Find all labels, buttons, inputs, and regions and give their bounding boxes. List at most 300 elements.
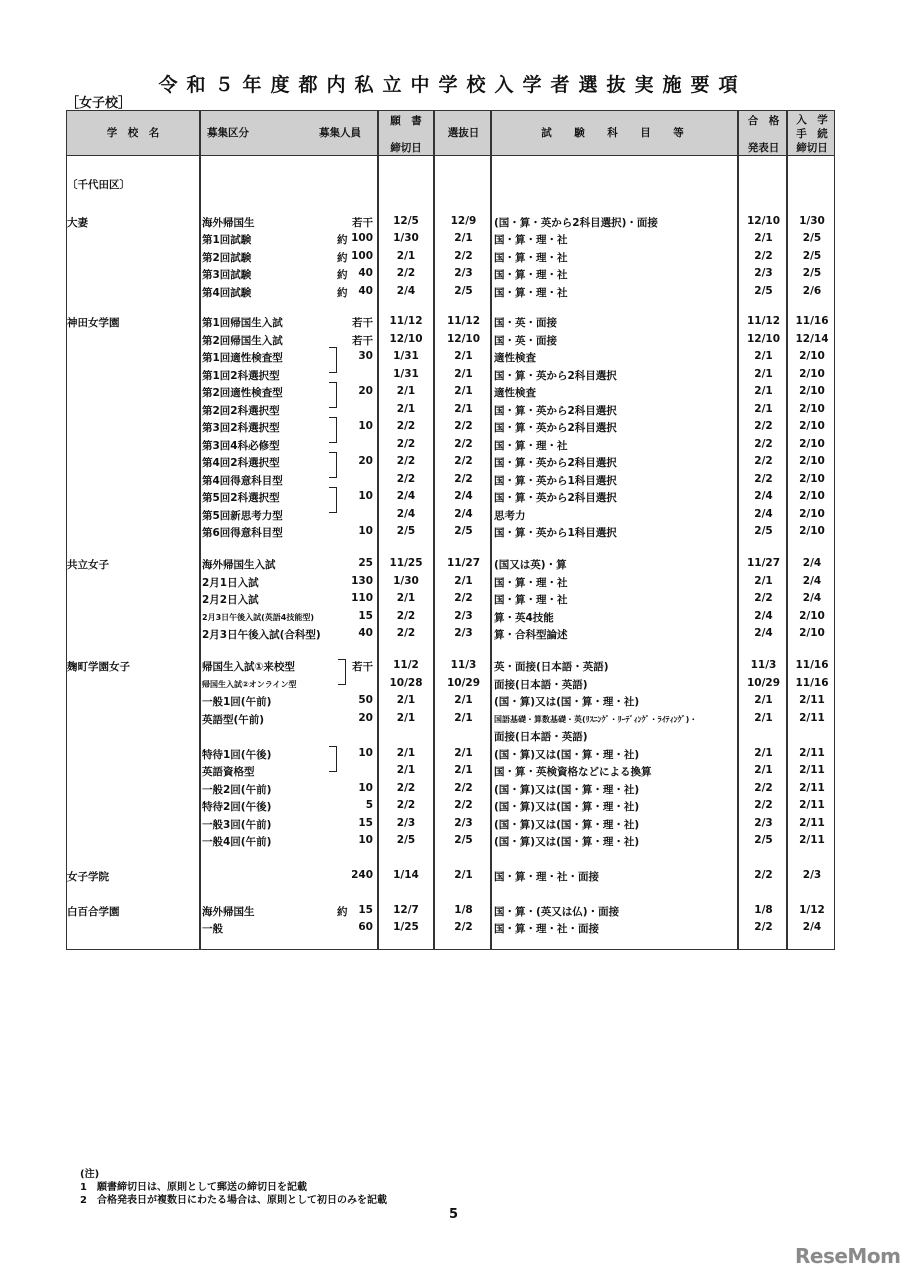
recruit-category: 一般1回(午前) <box>202 696 272 708</box>
exam-date: 2/1 <box>454 350 473 362</box>
application-deadline: 2/2 <box>396 473 416 485</box>
table-row <box>67 692 834 710</box>
exam-date: 11/27 <box>446 557 481 569</box>
table-row <box>67 745 834 763</box>
application-deadline: 2/1 <box>396 403 416 415</box>
footnotes <box>80 1168 387 1207</box>
exam-subjects: 国・算・理・社 <box>494 440 568 452</box>
enrollment-deadline: 2/10 <box>799 420 825 432</box>
exam-date: 2/5 <box>454 285 473 297</box>
announcement-date: 2/2 <box>754 869 773 881</box>
announcement-date: 2/1 <box>754 747 773 759</box>
header-announce-top: 合 格 <box>747 115 780 127</box>
application-deadline: 12/5 <box>393 215 419 227</box>
application-deadline: 1/31 <box>393 350 419 362</box>
approx-marker: 約 <box>337 269 348 281</box>
capacity: 20 <box>358 712 373 724</box>
application-deadline: 1/30 <box>393 575 419 587</box>
recruit-category: 第2回試験 <box>202 252 252 264</box>
exam-subjects: 英・面接(日本語・英語) <box>494 661 609 673</box>
recruit-category: 第4回試験 <box>202 287 252 299</box>
enrollment-deadline: 2/11 <box>799 694 825 706</box>
exam-date: 2/2 <box>454 455 473 467</box>
capacity: 25 <box>358 557 373 569</box>
enrollment-deadline: 2/4 <box>802 921 822 933</box>
application-deadline: 2/2 <box>396 782 416 794</box>
table-header <box>67 111 834 156</box>
announcement-date: 2/4 <box>754 610 773 622</box>
exam-date: 2/2 <box>454 420 473 432</box>
enrollment-deadline: 2/4 <box>802 575 822 587</box>
exam-date: 2/1 <box>454 403 473 415</box>
application-deadline: 2/4 <box>396 508 416 520</box>
capacity: 100 <box>351 232 373 244</box>
header-school: 学 校 名 <box>106 127 160 139</box>
exam-date: 2/1 <box>454 232 473 244</box>
application-deadline: 2/4 <box>396 285 416 297</box>
enrollment-deadline: 2/10 <box>799 403 825 415</box>
admissions-table <box>66 110 835 950</box>
table-row <box>67 213 834 231</box>
table-row <box>67 762 834 780</box>
announcement-date: 2/2 <box>754 438 773 450</box>
exam-subjects: (国・算)又は(国・算・理・社) <box>494 819 640 831</box>
capacity: 50 <box>358 694 373 706</box>
recruit-category: 第1回帰国生入試 <box>202 317 283 329</box>
exam-subjects: (国・算)又は(国・算・理・社) <box>494 696 640 708</box>
application-deadline: 12/10 <box>389 333 423 345</box>
enrollment-deadline: 2/11 <box>799 782 825 794</box>
exam-date: 2/1 <box>454 368 473 380</box>
table-row <box>67 780 834 798</box>
exam-subjects: 適性検査 <box>494 387 536 399</box>
table-row <box>67 401 834 419</box>
recruit-category: 英語資格型 <box>202 766 255 778</box>
capacity: 10 <box>358 747 373 759</box>
header-enroll-3: 締切日 <box>796 142 828 154</box>
application-deadline: 2/1 <box>396 764 416 776</box>
footnote-item: 2 合格発表日が複数日にわたる場合は、原則として初日のみを記載 <box>80 1195 387 1206</box>
enrollment-deadline: 11/16 <box>795 677 829 689</box>
exam-subjects: (国・算)又は(国・算・理・社) <box>494 836 640 848</box>
enrollment-deadline: 11/16 <box>795 315 829 327</box>
school-name: 大妻 <box>67 217 88 229</box>
table-row <box>67 657 834 675</box>
exam-subjects: 国・算・理・社 <box>494 577 568 589</box>
group-bracket <box>329 347 337 373</box>
table-row <box>67 366 834 384</box>
recruit-category: 2月3日午後入試(合科型) <box>202 629 321 641</box>
recruit-category: 一般4回(午前) <box>202 836 272 848</box>
announcement-date: 2/5 <box>754 834 773 846</box>
application-deadline: 2/1 <box>396 712 416 724</box>
exam-subjects: 国・算・英から2科目選択 <box>494 422 617 434</box>
announcement-date: 2/2 <box>754 592 773 604</box>
table-row <box>67 919 834 937</box>
exam-date: 2/2 <box>454 473 473 485</box>
exam-subjects: 国・算・英から2科目選択 <box>494 457 617 469</box>
exam-date: 2/2 <box>454 921 473 933</box>
exam-date: 2/2 <box>454 782 473 794</box>
announcement-date: 2/1 <box>754 694 773 706</box>
recruit-category: 海外帰国生 <box>202 217 255 229</box>
application-deadline: 2/2 <box>396 438 416 450</box>
enrollment-deadline: 11/16 <box>795 659 829 671</box>
enrollment-deadline: 2/10 <box>799 525 825 537</box>
exam-date: 1/8 <box>454 904 473 916</box>
exam-subjects: 国・算・理・社 <box>494 287 568 299</box>
recruit-category: 第1回適性検査型 <box>202 352 283 364</box>
recruit-category: 第3回2科選択型 <box>202 422 280 434</box>
enrollment-deadline: 2/10 <box>799 350 825 362</box>
exam-date: 2/2 <box>454 592 473 604</box>
capacity: 15 <box>358 817 373 829</box>
announcement-date: 2/1 <box>754 575 773 587</box>
capacity: 20 <box>358 455 373 467</box>
recruit-category: 第2回適性検査型 <box>202 387 283 399</box>
exam-date: 2/1 <box>454 712 473 724</box>
enrollment-deadline: 2/10 <box>799 508 825 520</box>
exam-date: 2/1 <box>454 869 473 881</box>
table-row <box>67 797 834 815</box>
enrollment-deadline: 1/30 <box>799 215 825 227</box>
application-deadline: 2/1 <box>396 592 416 604</box>
application-deadline: 1/25 <box>393 921 419 933</box>
recruit-category: 一般2回(午前) <box>202 784 272 796</box>
enrollment-deadline: 2/5 <box>802 232 822 244</box>
application-deadline: 1/14 <box>393 869 419 881</box>
exam-subjects: (国又は英)・算 <box>494 559 567 571</box>
enrollment-deadline: 2/10 <box>799 455 825 467</box>
enrollment-deadline: 2/11 <box>799 817 825 829</box>
exam-subjects: 国・算・理・社 <box>494 594 568 606</box>
enrollment-deadline: 2/10 <box>799 385 825 397</box>
exam-date: 2/1 <box>454 385 473 397</box>
exam-date: 2/2 <box>454 250 473 262</box>
table-row <box>67 710 834 728</box>
exam-date: 2/2 <box>454 438 473 450</box>
recruit-category: 英語型(午前) <box>202 714 265 726</box>
exam-date: 2/1 <box>454 694 473 706</box>
recruit-category: 第1回試験 <box>202 234 252 246</box>
table-row <box>67 675 834 693</box>
application-deadline: 2/5 <box>396 525 416 537</box>
table-row <box>67 555 834 573</box>
table-row <box>67 815 834 833</box>
header-deadline-top: 願 書 <box>390 115 422 127</box>
capacity: 若干 <box>352 317 373 329</box>
application-deadline: 1/30 <box>393 232 419 244</box>
capacity: 10 <box>358 782 373 794</box>
application-deadline: 2/4 <box>396 490 416 502</box>
announcement-date: 2/5 <box>754 285 773 297</box>
announcement-date: 2/5 <box>754 525 773 537</box>
recruit-category: 一般3回(午前) <box>202 819 272 831</box>
table-row <box>67 383 834 401</box>
exam-subjects: 国・英・面接 <box>494 335 557 347</box>
exam-subjects: 国・算・英から2科目選択 <box>494 492 617 504</box>
enrollment-deadline: 2/11 <box>799 747 825 759</box>
recruit-category: 第2回2科選択型 <box>202 405 280 417</box>
ward-row <box>67 175 834 193</box>
exam-subjects: 国・算・(英又は仏)・面接 <box>494 906 620 918</box>
header-enroll-2: 手 続 <box>796 128 828 140</box>
exam-date: 11/12 <box>446 315 481 327</box>
school-name: 女子学院 <box>67 871 109 883</box>
recruit-category: 第4回2科選択型 <box>202 457 280 469</box>
recruit-category: 海外帰国生入試 <box>202 559 276 571</box>
capacity: 240 <box>351 869 373 881</box>
enrollment-deadline: 2/5 <box>802 250 822 262</box>
exam-subjects: 国・算・理・社 <box>494 234 568 246</box>
announcement-date: 1/8 <box>754 904 773 916</box>
table-row <box>67 248 834 266</box>
capacity: 15 <box>358 904 373 916</box>
announcement-date: 12/10 <box>746 333 781 345</box>
capacity: 130 <box>351 575 373 587</box>
school-name: 麹町学園女子 <box>67 661 130 673</box>
recruit-category: 特待2回(午後) <box>202 801 272 813</box>
exam-subjects: 面接(日本語・英語) <box>494 731 588 743</box>
enrollment-deadline: 2/3 <box>802 869 822 881</box>
exam-subjects: 国・算・理・社・面接 <box>494 923 599 935</box>
page-number: 5 <box>449 1207 459 1222</box>
exam-subjects: 国・算・英検資格などによる換算 <box>494 766 652 778</box>
header-announce-bottom: 発表日 <box>747 142 780 154</box>
enrollment-deadline: 2/4 <box>802 592 822 604</box>
table-row <box>67 523 834 541</box>
table-row <box>67 436 834 454</box>
exam-date: 2/3 <box>454 610 473 622</box>
recruit-category: 第6回得意科目型 <box>202 527 283 539</box>
exam-subjects: 算・合科型論述 <box>494 629 568 641</box>
application-deadline: 2/3 <box>396 817 416 829</box>
exam-subjects: 国・算・英から2科目選択 <box>494 405 617 417</box>
application-deadline: 2/2 <box>396 267 416 279</box>
announcement-date: 2/1 <box>754 385 773 397</box>
capacity: 40 <box>358 627 373 639</box>
header-deadline-bottom: 締切日 <box>390 142 422 154</box>
announcement-date: 2/1 <box>754 712 773 724</box>
announcement-date: 2/1 <box>754 764 773 776</box>
application-deadline: 1/31 <box>393 368 419 380</box>
exam-date: 2/5 <box>454 525 473 537</box>
table-row <box>67 573 834 591</box>
application-deadline: 12/7 <box>393 904 419 916</box>
announcement-date: 10/29 <box>746 677 781 689</box>
group-bracket <box>329 746 337 772</box>
recruit-category: 第3回試験 <box>202 269 252 281</box>
enrollment-deadline: 2/10 <box>799 490 825 502</box>
table-row <box>67 625 834 643</box>
capacity: 60 <box>358 921 373 933</box>
exam-subjects: 国語基礎・算数基礎・英(ﾘｽﾆﾝｸﾞ・ﾘｰﾃﾞｨﾝｸﾞ・ﾗｲﾃｨﾝｸﾞ)・ <box>494 715 698 724</box>
exam-subjects: 適性検査 <box>494 352 536 364</box>
table-row <box>67 331 834 349</box>
announcement-date: 2/2 <box>754 455 773 467</box>
table-row <box>67 590 834 608</box>
application-deadline: 2/2 <box>396 420 416 432</box>
exam-subjects: 国・算・英から2科目選択 <box>494 370 617 382</box>
capacity: 若干 <box>352 661 373 673</box>
exam-subjects: (国・算・英から2科目選択)・面接 <box>494 217 658 229</box>
capacity: 110 <box>351 592 373 604</box>
recruit-category: 一般 <box>202 923 223 935</box>
table-row <box>67 418 834 436</box>
table-row <box>67 727 834 745</box>
ward-label: 〔千代田区〕 <box>67 179 130 191</box>
recruit-category: 2月1日入試 <box>202 577 259 589</box>
enrollment-deadline: 2/4 <box>802 557 822 569</box>
capacity: 40 <box>358 267 373 279</box>
enrollment-deadline: 2/11 <box>799 712 825 724</box>
exam-subjects: 国・算・理・社 <box>494 269 568 281</box>
footnote-heading: (注) <box>80 1169 100 1180</box>
exam-subjects: 国・算・理・社・面接 <box>494 871 599 883</box>
application-deadline: 2/2 <box>396 627 416 639</box>
approx-marker: 約 <box>337 252 348 264</box>
application-deadline: 11/12 <box>389 315 423 327</box>
table-row <box>67 832 834 850</box>
announcement-date: 2/1 <box>754 232 773 244</box>
exam-date: 10/29 <box>446 677 481 689</box>
exam-subjects: 思考力 <box>494 510 526 522</box>
capacity: 若干 <box>352 335 373 347</box>
announcement-date: 2/2 <box>754 420 773 432</box>
table-row <box>67 230 834 248</box>
application-deadline: 2/1 <box>396 747 416 759</box>
application-deadline: 2/2 <box>396 610 416 622</box>
announcement-date: 2/2 <box>754 921 773 933</box>
capacity: 20 <box>358 385 373 397</box>
recruit-category: 特待1回(午後) <box>202 749 272 761</box>
exam-subjects: 国・算・英から1科目選択 <box>494 475 617 487</box>
announcement-date: 2/1 <box>754 403 773 415</box>
announcement-date: 2/2 <box>754 250 773 262</box>
recruit-category: 第3回4科必修型 <box>202 440 280 452</box>
exam-date: 2/3 <box>454 817 473 829</box>
exam-date: 2/1 <box>454 764 473 776</box>
table-row <box>67 506 834 524</box>
exam-date: 2/4 <box>454 508 473 520</box>
capacity: 5 <box>365 799 373 811</box>
capacity: 40 <box>358 285 373 297</box>
group-bracket <box>329 382 337 408</box>
table-row <box>67 902 834 920</box>
capacity: 10 <box>358 834 373 846</box>
exam-date: 2/1 <box>454 575 473 587</box>
group-bracket <box>329 452 337 478</box>
school-name: 神田女学園 <box>67 317 120 329</box>
enrollment-deadline: 2/6 <box>802 285 822 297</box>
header-enroll-1: 入 学 <box>796 114 828 126</box>
table-row <box>67 265 834 283</box>
announcement-date: 2/3 <box>754 817 773 829</box>
enrollment-deadline: 1/12 <box>799 904 825 916</box>
enrollment-deadline: 2/11 <box>799 799 825 811</box>
exam-date: 2/3 <box>454 627 473 639</box>
recruit-category: 帰国生入試①来校型 <box>202 661 295 673</box>
approx-marker: 約 <box>337 234 348 246</box>
capacity: 10 <box>358 525 373 537</box>
application-deadline: 2/1 <box>396 385 416 397</box>
header-subjects: 試 験 科 目 等 <box>541 127 690 139</box>
recruit-category: 海外帰国生 <box>202 906 255 918</box>
announcement-date: 2/3 <box>754 267 773 279</box>
enrollment-deadline: 2/10 <box>799 438 825 450</box>
header-category: 募集区分 <box>207 127 249 139</box>
exam-subjects: 面接(日本語・英語) <box>494 679 588 691</box>
exam-subjects: 国・英・面接 <box>494 317 557 329</box>
announcement-date: 11/12 <box>746 315 781 327</box>
group-bracket <box>329 417 337 443</box>
application-deadline: 2/2 <box>396 455 416 467</box>
table-row <box>67 867 834 885</box>
application-deadline: 2/5 <box>396 834 416 846</box>
exam-date: 2/1 <box>454 747 473 759</box>
exam-date: 12/10 <box>446 333 481 345</box>
enrollment-deadline: 2/11 <box>799 834 825 846</box>
school-name: 白百合学園 <box>67 906 120 918</box>
exam-subjects: 国・算・理・社 <box>494 252 568 264</box>
enrollment-deadline: 12/14 <box>795 333 829 345</box>
header-exam-date: 選抜日 <box>447 127 480 139</box>
table-row <box>67 471 834 489</box>
exam-date: 2/5 <box>454 834 473 846</box>
exam-subjects: (国・算)又は(国・算・理・社) <box>494 784 640 796</box>
capacity: 100 <box>351 250 373 262</box>
section-label: ［女子校］ <box>66 96 132 111</box>
approx-marker: 約 <box>337 287 348 299</box>
application-deadline: 11/2 <box>393 659 419 671</box>
announcement-date: 2/4 <box>754 627 773 639</box>
recruit-category: 2月3日午後入試(英語4技能型) <box>202 613 315 622</box>
enrollment-deadline: 2/10 <box>799 368 825 380</box>
announcement-date: 2/2 <box>754 782 773 794</box>
announcement-date: 11/27 <box>746 557 781 569</box>
announcement-date: 11/3 <box>750 659 777 671</box>
table-row <box>67 608 834 626</box>
header-capacity: 募集人員 <box>319 127 361 139</box>
resemom-logo: ReseMom <box>795 1244 901 1268</box>
enrollment-deadline: 2/11 <box>799 764 825 776</box>
table-row <box>67 488 834 506</box>
group-bracket <box>338 659 346 685</box>
school-name: 共立女子 <box>67 559 109 571</box>
exam-date: 2/4 <box>454 490 473 502</box>
recruit-category: 第4回得意科目型 <box>202 475 283 487</box>
application-deadline: 2/1 <box>396 694 416 706</box>
exam-subjects: (国・算)又は(国・算・理・社) <box>494 749 640 761</box>
exam-date: 2/3 <box>454 267 473 279</box>
footnote-item: 1 願書締切日は、原則として郵送の締切日を記載 <box>80 1182 307 1193</box>
exam-date: 12/9 <box>450 215 477 227</box>
announcement-date: 2/4 <box>754 508 773 520</box>
table-row <box>67 313 834 331</box>
recruit-category: 第5回2科選択型 <box>202 492 280 504</box>
table-row <box>67 283 834 301</box>
recruit-category: 第1回2科選択型 <box>202 370 280 382</box>
enrollment-deadline: 2/10 <box>799 610 825 622</box>
enrollment-deadline: 2/5 <box>802 267 822 279</box>
page-title: 令和５年度都内私立中学校入学者選抜実施要項 <box>158 74 747 96</box>
application-deadline: 2/2 <box>396 799 416 811</box>
table-row <box>67 348 834 366</box>
exam-date: 11/3 <box>450 659 477 671</box>
exam-subjects: (国・算)又は(国・算・理・社) <box>494 801 640 813</box>
announcement-date: 2/2 <box>754 473 773 485</box>
enrollment-deadline: 2/10 <box>799 627 825 639</box>
